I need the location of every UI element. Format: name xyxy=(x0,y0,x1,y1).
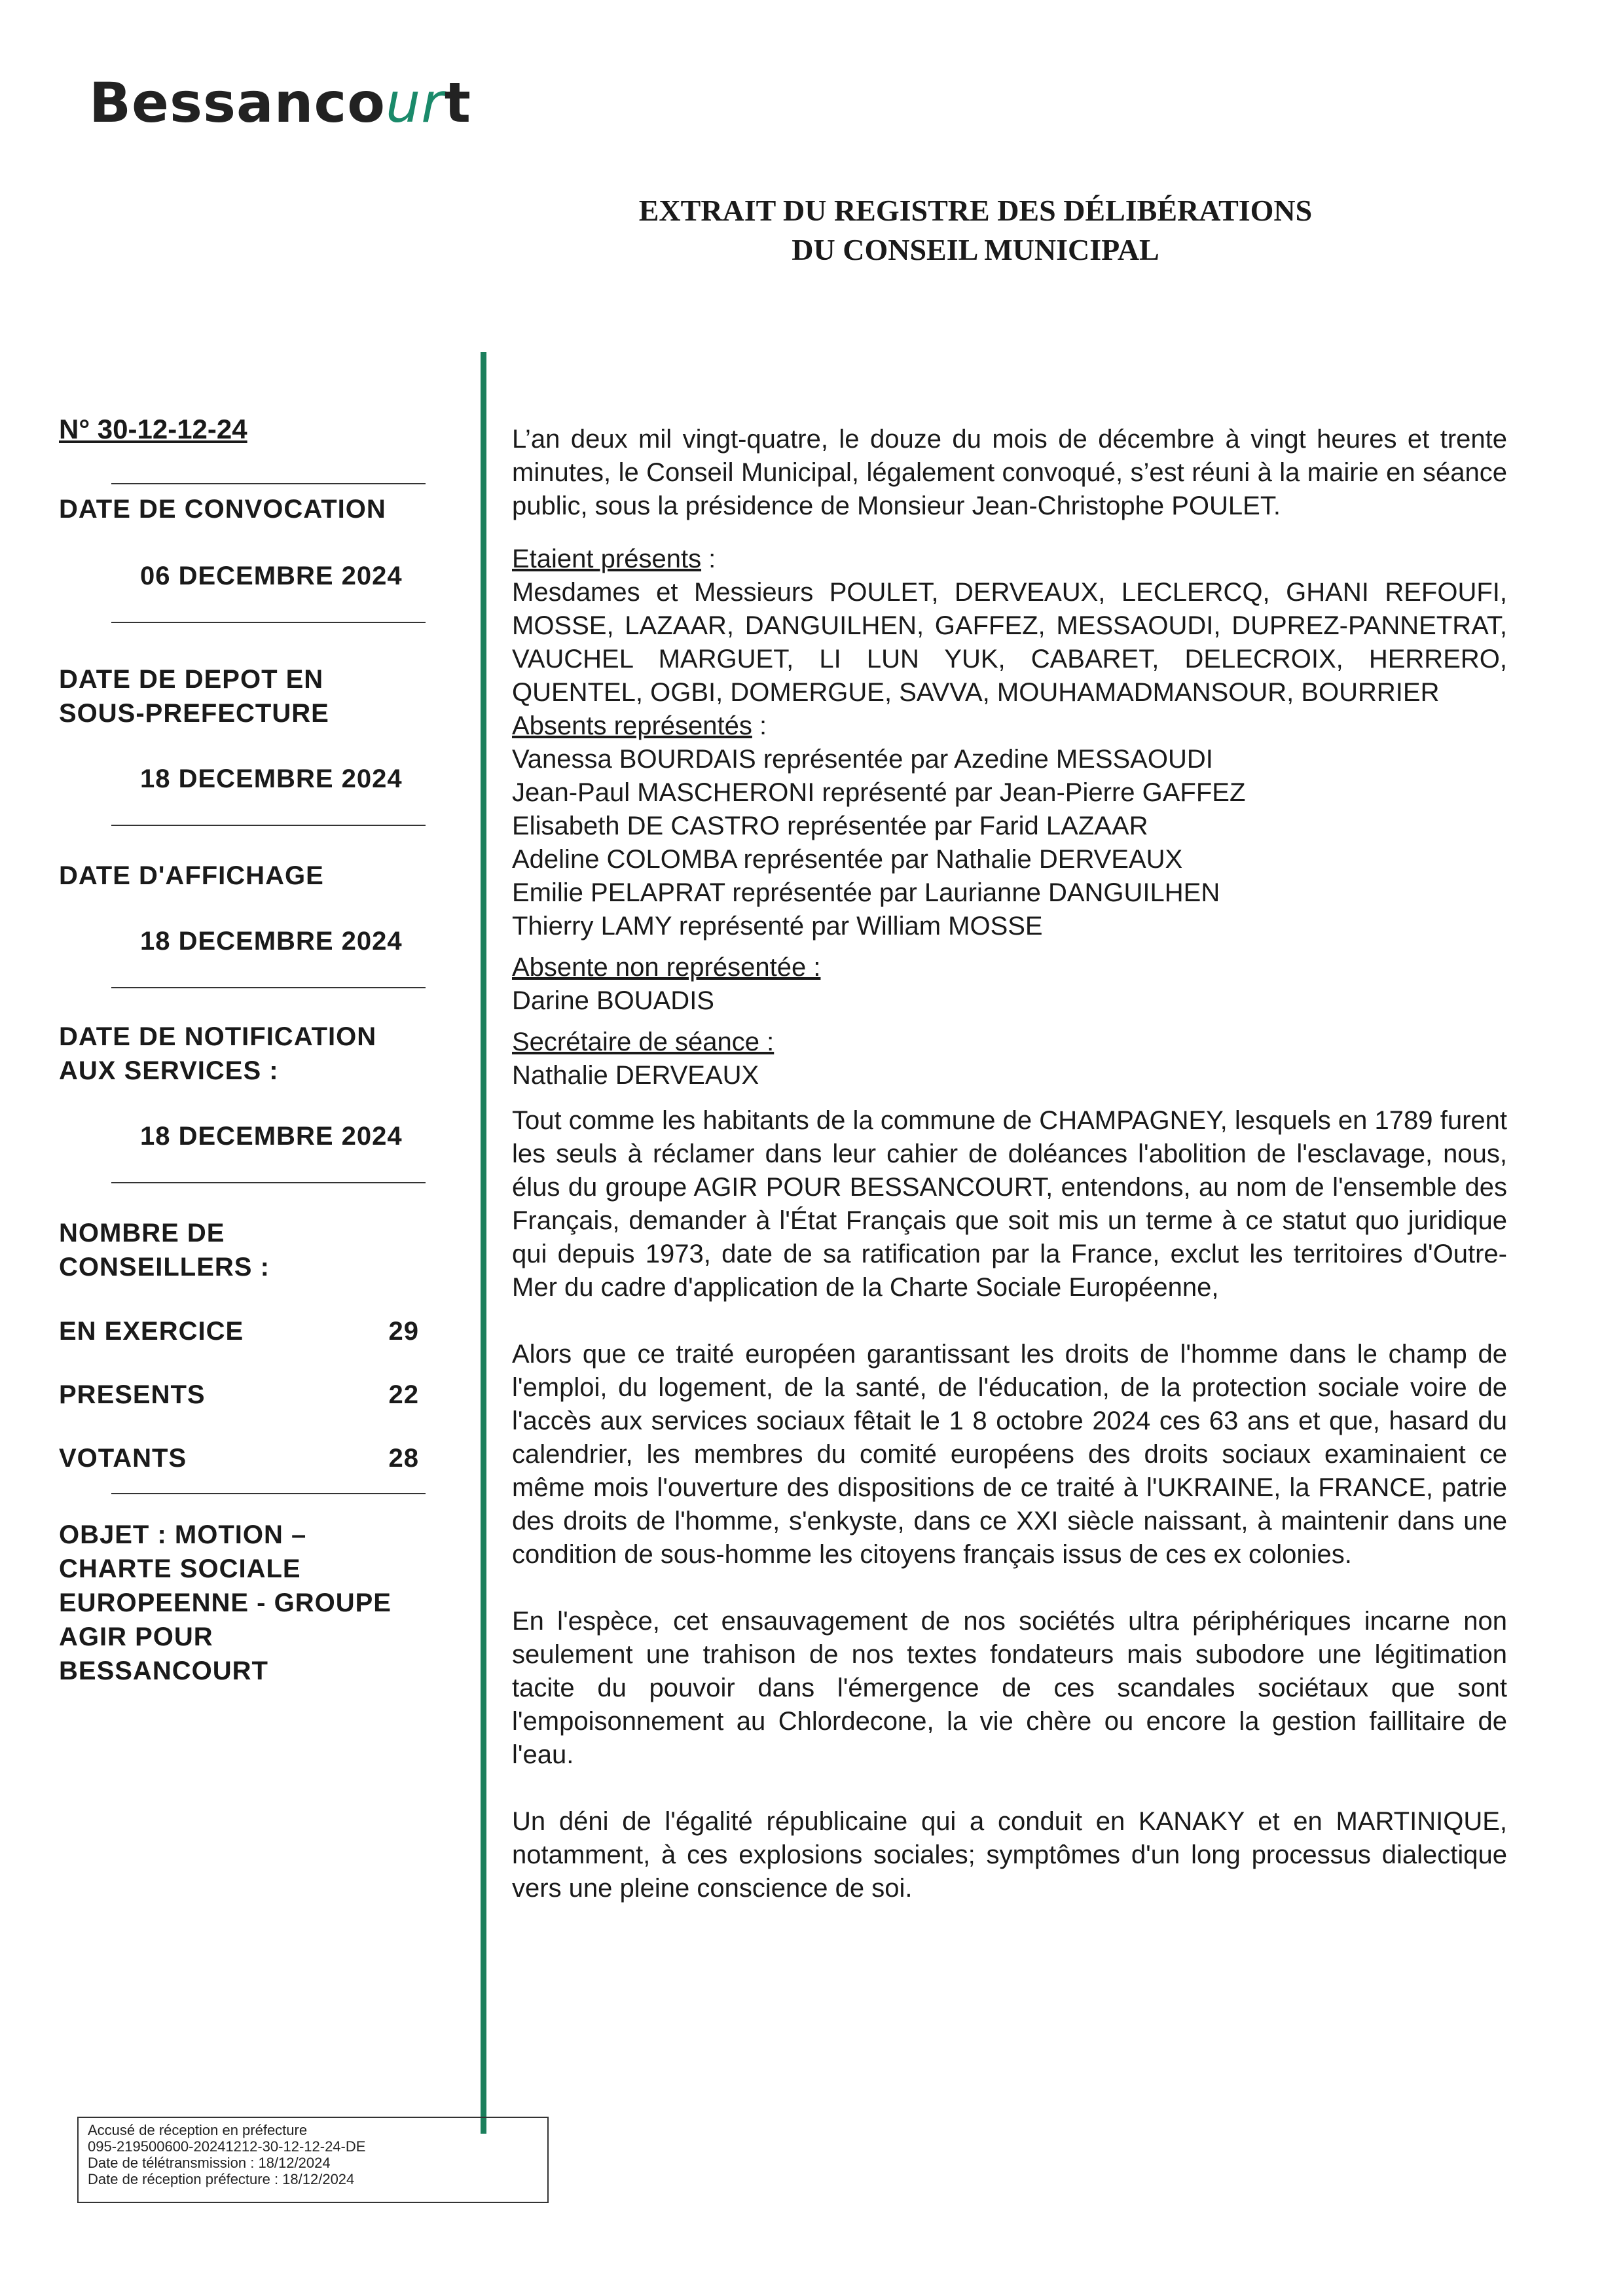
votants-value: 28 xyxy=(388,1444,419,1473)
votants-row xyxy=(59,1444,419,1473)
accuse-reception-box xyxy=(77,2117,549,2203)
divider xyxy=(111,483,426,484)
convocation-label: DATE DE CONVOCATION xyxy=(59,495,386,524)
presents-row xyxy=(59,1380,419,1410)
absent-item: Elisabeth DE CASTRO représentée par Farid LAZAAR xyxy=(512,812,1148,840)
paragraph-4: Un déni de l'égalité républicaine qui a conduit en KANAKY et en MARTINIQUE, notamment, à ces explosions sociales; symptômes d'un long processus dialectique vers une pleine conscience de soi. xyxy=(512,1807,1507,1903)
depot-date: 18 DECEMBRE 2024 xyxy=(140,764,403,793)
paragraph-3: En l'espèce, cet ensauvagement de nos sociétés ultra périphériques incarne non seulement une trahison de nos textes fondateurs mais subodore une légitimation tacite du pouvoir dans l'émergence de ces scandales sociétaux que sont l'empoisonnement au Chlordecone, la vie chère ou encore la gestion faillitaire de l'eau. xyxy=(512,1607,1507,1769)
accuse-line: Date de télétransmission : 18/12/2024 xyxy=(88,2155,331,2171)
convocation-date: 06 DECEMBRE 2024 xyxy=(140,562,403,590)
accuse-line: Date de réception préfecture : 18/12/2024 xyxy=(88,2171,355,2187)
absent-item: Thierry LAMY représenté par William MOSSE xyxy=(512,912,1043,941)
paragraph-2: Alors que ce traité européen garantissant les droits de l'homme dans le champ de l'emploi, du logement, de la santé, de l'éducation, de la protection sociale voire de l'accès aux services sociaux fêtait le 1 8 octobre 2024 ces 63 ans et que, hasard du calendrier, les membres du comité européens des droits sociaux examinaient ce même mois l'ouverture des dispositions de ce traité à l'UKRAINE, la FRANCE, patrie des droits de l'homme, s'enkyste, dans ce XXI siècle naissant, à maintenir dans une condition de sous-homme les citoyens français issus de ces ex colonies. xyxy=(512,1340,1507,1569)
presents-list: Mesdames et Messieurs POULET, DERVEAUX, LECLERCQ, GHANI REFOUFI, MOSSE, LAZAAR, DANGUILHEN, GAFFEZ, MESSAOUDI, DUPREZ-PANNETRAT, VAUCHEL MARGUET, LI LUN YUK, CABARET, DELECROIX, HERRERO, QUENTEL, OGBI, DOMERGUE, SAVVA, MOUHAMADMANSOUR, BOURRIER xyxy=(512,578,1507,707)
left-column xyxy=(59,414,426,1688)
affichage-date: 18 DECEMBRE 2024 xyxy=(140,927,403,956)
depot-label: DATE DE DEPOT EN SOUS-PREFECTURE xyxy=(59,665,329,728)
right-column xyxy=(512,423,1507,1905)
deliberation-number: N° 30-12-12-24 xyxy=(59,414,247,444)
affichage-label: DATE D'AFFICHAGE xyxy=(59,861,324,890)
absent-item: Adeline COLOMBA représentée par Nathalie DERVEAUX xyxy=(512,845,1183,874)
divider xyxy=(111,987,426,988)
exercice-value: 29 xyxy=(388,1317,419,1346)
accuse-line: Accusé de réception en préfecture xyxy=(88,2122,308,2138)
divider xyxy=(111,825,426,826)
secretaire-name: Nathalie DERVEAUX xyxy=(512,1061,759,1090)
divider xyxy=(111,1182,426,1183)
absents-heading: Absents représentés : xyxy=(512,711,767,740)
absent-item: Jean-Paul MASCHERONI représenté par Jean-Pierre GAFFEZ xyxy=(512,778,1246,807)
paragraph-1: Tout comme les habitants de la commune de CHAMPAGNEY, lesquels en 1789 furent les seuls à réclamer dans leur cahier de doléances l'abolition de l'esclavage, nous, élus du groupe AGIR POUR BESSANCOURT, entendons, au nom de l'ensemble des Français, demander à l'État Français que soit mis un terme à ce statut quo juridique qui depuis 1973, date de sa ratification par la France, exclut les territoires d'Outre-Mer du cadre d'application de la Charte Sociale Européenne, xyxy=(512,1106,1507,1302)
presents-value: 22 xyxy=(388,1380,419,1409)
notification-date: 18 DECEMBRE 2024 xyxy=(140,1122,403,1151)
accuse-line: 095-219500600-20241212-30-12-12-24-DE xyxy=(88,2138,366,2155)
presents-label: PRESENTS xyxy=(59,1380,206,1409)
vertical-divider xyxy=(481,352,486,2134)
absente-heading: Absente non représentée : xyxy=(512,953,821,982)
absent-item: Vanessa BOURDAIS représentée par Azedine MESSAOUDI xyxy=(512,745,1213,774)
intro-paragraph: L’an deux mil vingt-quatre, le douze du mois de décembre à vingt heures et trente minutes, le Conseil Municipal, légalement convoqué, s’est réuni à la mairie en séance public, sous la présidence de Monsieur Jean-Christophe POULET. xyxy=(512,425,1507,520)
divider xyxy=(111,622,426,623)
bessancourt-logo: Bessancourt xyxy=(89,71,471,135)
secretaire-heading: Secrétaire de séance : xyxy=(512,1028,775,1056)
title-line-2: DU CONSEIL MUNICIPAL xyxy=(792,233,1159,266)
divider xyxy=(111,1493,426,1494)
title-line-1: EXTRAIT DU REGISTRE DES DÉLIBÉRATIONS xyxy=(638,194,1313,227)
exercice-label: EN EXERCICE xyxy=(59,1317,244,1346)
absente-name: Darine BOUADIS xyxy=(512,986,714,1015)
document-title xyxy=(0,191,1623,270)
exercice-row xyxy=(59,1317,419,1346)
notification-label: DATE DE NOTIFICATION AUX SERVICES : xyxy=(59,1022,377,1085)
absent-item: Emilie PELAPRAT représentée par Laurianne DANGUILHEN xyxy=(512,878,1220,907)
objet-text: OBJET : MOTION – CHARTE SOCIALE EUROPEENNE - GROUPE AGIR POUR BESSANCOURT xyxy=(59,1520,392,1685)
presents-heading: Etaient présents : xyxy=(512,545,716,573)
conseillers-label: NOMBRE DE CONSEILLERS : xyxy=(59,1219,270,1282)
votants-label: VOTANTS xyxy=(59,1444,187,1473)
